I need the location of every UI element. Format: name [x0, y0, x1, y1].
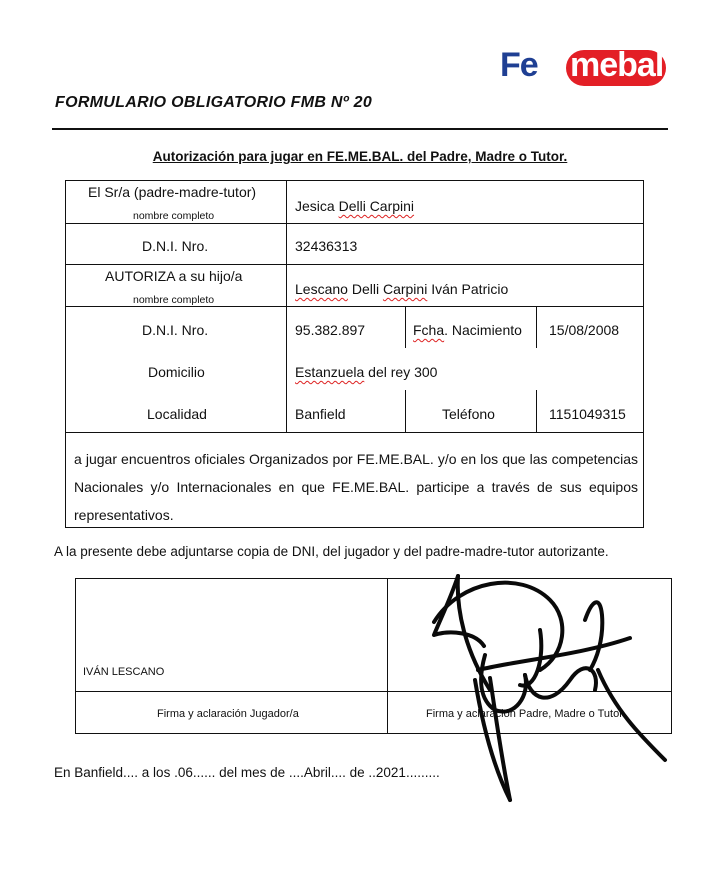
attachment-note: A la presente debe adjuntarse copia de DNI, del jugador y del padre-madre-tutor autorizante. — [54, 544, 609, 559]
row-divider — [66, 306, 643, 307]
title-rule — [52, 128, 668, 130]
row-divider — [66, 432, 643, 433]
parent-label: El Sr/a (padre-madre-tutor) — [88, 184, 257, 200]
parent-sublabel: nombre completo — [133, 210, 215, 222]
signature-column-divider — [387, 579, 388, 733]
parent-surname: Delli Carpini — [338, 198, 415, 214]
parent-dni-value: 32436313 — [295, 238, 358, 254]
column-divider — [536, 306, 537, 348]
parent-first-name: Jesica — [295, 198, 339, 214]
authorization-paragraph: a jugar encuentros oficiales Organizados por FE.ME.BAL. y/o en los que las competencias Nacionales y/o Internacionales en que FE.ME.BAL. participe a través de sus equipos representativos. — [74, 451, 638, 523]
place-and-date: En Banfield.... a los .06...... del mes de ....Abril.... de ..2021......... — [54, 765, 440, 780]
city-value: Banfield — [295, 406, 346, 422]
handwritten-signature — [420, 560, 680, 810]
address-value: Estanzuela del rey 300 — [295, 364, 438, 380]
address-label: Domicilio — [148, 364, 205, 380]
row-divider — [66, 223, 643, 224]
player-signature-caption: Firma y aclaración Jugador/a — [157, 708, 299, 720]
row-divider — [66, 264, 643, 265]
birth-date-value: 15/08/2008 — [549, 322, 620, 338]
parent-dni-label: D.N.I. Nro. — [142, 238, 209, 254]
child-sublabel: nombre completo — [133, 294, 215, 306]
column-divider — [405, 390, 406, 432]
child-name: Lescano Delli Carpini Iván Patricio — [295, 281, 509, 297]
parent-name — [295, 198, 414, 214]
authorization-heading: Autorización para jugar en FE.ME.BAL. del Padre, Madre o Tutor. — [152, 149, 568, 164]
birth-date-label: Fcha. Nacimiento — [413, 322, 522, 338]
player-printed-name: IVÁN LESCANO — [83, 666, 165, 678]
child-dni-value: 95.382.897 — [295, 322, 366, 338]
authorizes-label: AUTORIZA a su hijo/a — [105, 268, 243, 284]
form-title: FORMULARIO OBLIGATORIO FMB Nº 20 — [55, 94, 373, 111]
phone-value: 1151049315 — [549, 406, 626, 422]
logo-text-left: Fe — [500, 46, 538, 84]
phone-label: Teléfono — [442, 406, 495, 422]
femebal-logo — [500, 46, 668, 90]
logo-text-right: mebal — [570, 46, 664, 84]
child-dni-label: D.N.I. Nro. — [142, 322, 209, 338]
parent-signature-caption: Firma y aclaración Padre, Madre o Tutor — [426, 708, 623, 720]
column-divider — [286, 181, 287, 432]
column-divider — [405, 306, 406, 348]
city-label: Localidad — [147, 406, 207, 422]
column-divider — [536, 390, 537, 432]
